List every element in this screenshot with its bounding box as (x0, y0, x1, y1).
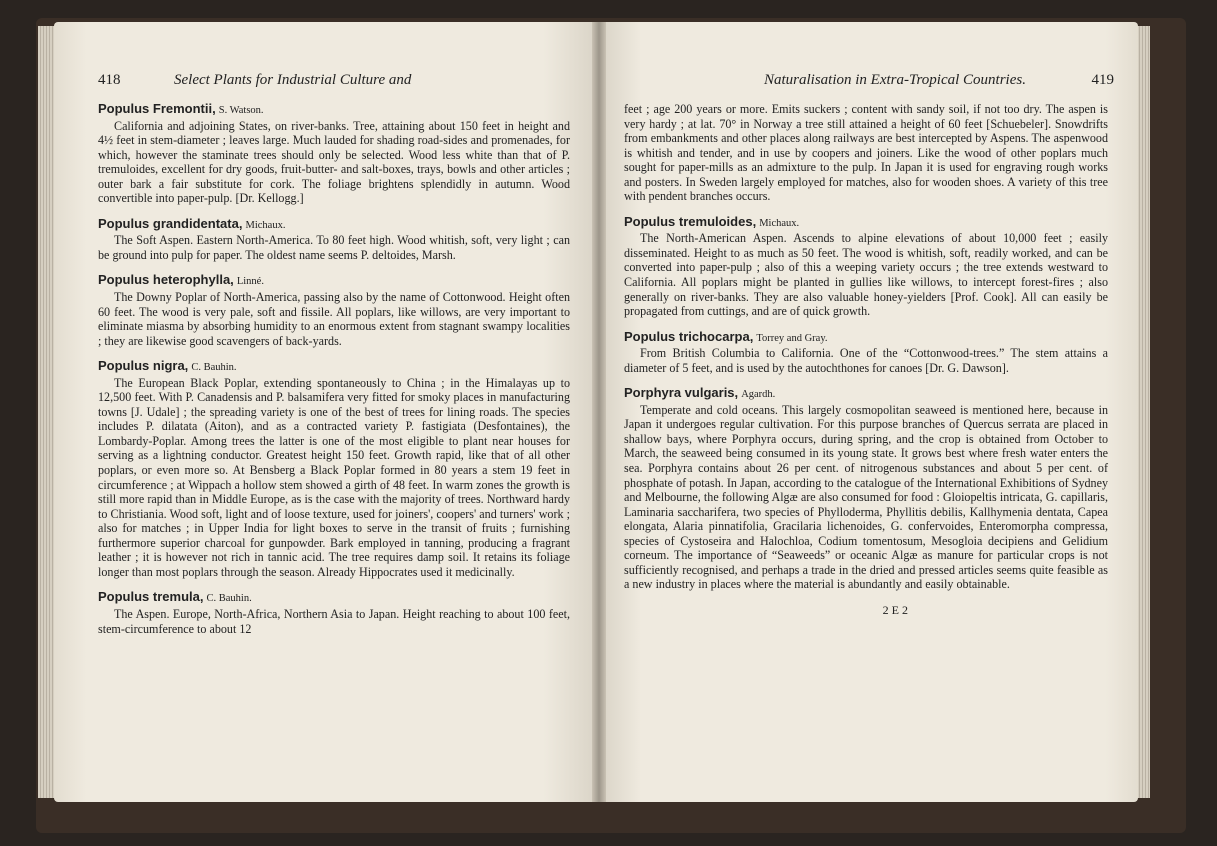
entry (624, 386, 1108, 592)
left-page-header (54, 72, 598, 102)
entry-text: feet ; age 200 years or more. Emits suckers ; content with sandy soil, if not too dry. The aspen is very hardy ; at lat. 70° in Norway a tree still attained a height of 60 feet [Schuebeler]. Snowdrifts from embankments and other places along railways are best intercepted by Aspens. The aspenwood is whitish and tender, and in use by coopers and joiners. Like the wood of other poplars much sought for paper-mills as an admixture to the pulp. In Japan it is used for engraving rough works and posters. In Sweden largely employed for matches, also for wooden shoes. A variety of this tree with pendent branches occurs. (624, 102, 1108, 204)
species-author: C. Bauhin. (191, 362, 237, 374)
signature-mark: 2 E 2 (882, 602, 908, 617)
species-name: Populus Fremontii, (98, 101, 216, 116)
species-name: Populus nigra, (98, 358, 189, 374)
species-author: Agardh. (741, 389, 776, 401)
book-gutter (592, 22, 606, 802)
entry-heading (98, 273, 570, 290)
entry-heading (98, 217, 570, 234)
entry-continuation (624, 102, 1108, 204)
species-name: Populus trichocarpa, (624, 328, 754, 344)
entry-heading (98, 590, 570, 607)
entry-text: The Aspen. Europe, North-Africa, Northern Asia to Japan. Height reaching to about 100 feet, stem-circumference to about 12 (98, 606, 570, 636)
entry (98, 217, 570, 263)
entry-text: The European Black Poplar, extending spontaneously to China ; in the Himalayas up to 12,500 feet. With P. Canadensis and P. balsamifera very fitted for smoky places in manufacturing towns [J. Udale] ; the spreading variety is one of the best of trees for lining roads. The species includes P. dilatata (Aiton), and as a contracted variety P. fastigiata (Desfontaines), the Lombardy-Poplar. Among trees the latter is one of the most eligible to plant near houses for serving as a lightning conductor. Greatest height 150 feet. Growth rapid, like that of all other poplars, or even more so. At Bensberg a Black Poplar formed in 80 years a stem 19 feet in circumference ; at Wippach a hollow stem showed a girth of 48 feet. In warm zones the growth is still more rapid than in Middle Europe, as is the case with the majority of trees. Northward hardy to Christiania. Wood soft, light and of loose texture, used for joiners', coopers' and turners' work ; also for matches ; in Upper India for light boxes to serve in the transit of fruits ; furnishing furthermore superior charcoal for gunpowder. Bark employed in tanning, producing a fragrant leather ; it is however not rich in tannic acid. The tree requires damp soil. It retains its foliage longer than most poplars through the season. Already Hippocrates used it medicinally. (98, 375, 570, 579)
species-author: Michaux. (245, 219, 286, 231)
entry (98, 102, 570, 206)
entry-text: Temperate and cold oceans. This largely cosmopolitan seaweed is mentioned here, because in Japan it undergoes regular cultivation. For this purpose branches of Quercus serrata are placed in shallow bays, where Porphyra occurs, during spring, and the crop is obtained from October to March, the seaweed being consumed in its young state. It grows best where fresh water enters the sea. Porphyra contains about 26 per cent. of nitrogenous substances and about 5 per cent. of phosphate of potash. In Japan, according to the catalogue of the International Exhibitions of Sydney and Melbourne, the following Algæ are also consumed for food : Gloiopeltis intricata, G. capillaris, Laminaria saccharifera, two species of Phylloderma, Phyllitis debilis, Kallhymenia dentata, Capea elongata, Alaria pinnatifolia, Gracilaria lichenoides, G. confervoides, Enteromorpha compressa, species of Cystoseira and Halochloa, Codium tomentosum, Mesogloia decipiens and Gelidium corneum. The importance of “Seaweeds” or oceanic Algæ as manure for particular crops is not sufficiently recognised, and perhaps a trade in the dried and pressed articles seems quite feasible as a new industry in places where the material is abundantly and easily obtainable. (624, 402, 1108, 592)
species-name: Populus tremula, (98, 589, 204, 605)
species-author: Michaux. (759, 217, 800, 229)
entry-heading (98, 102, 570, 119)
entry-text: California and adjoining States, on river-banks. Tree, attaining about 150 feet in height and 4½ feet in stem-diameter ; leaves large. Much lauded for shading road-sides and promenades, for which, however the staminate trees should only be selected. Wood less white than that of P. tremuloides, excellent for dry goods, fruit-butter- and salt-boxes, trays, bowls and other articles ; outer bark a fair substitute for cork. The foliage brightens splendidly in autumn. Wood convertible into paper-pulp. [Dr. Kellogg.] (98, 118, 570, 206)
species-author: S. Watson. (218, 105, 264, 116)
running-head: Select Plants for Industrial Culture and (174, 72, 412, 88)
species-name: Populus grandidentata, (98, 215, 243, 231)
entry (624, 330, 1108, 376)
left-page (54, 22, 598, 802)
species-name: Populus tremuloides, (624, 213, 757, 229)
page-number: 419 (1091, 72, 1114, 88)
left-page-body (54, 102, 598, 636)
entry-heading (624, 386, 1108, 403)
entry-heading (624, 330, 1108, 347)
entry (624, 215, 1108, 319)
species-author: Torrey and Gray. (756, 332, 828, 344)
species-author: C. Bauhin. (206, 593, 252, 605)
entry-text: From British Columbia to California. One of the “Cottonwood-trees.” The stem attains a diameter of 5 feet, and is used by the autochthones for canoes [Dr. G. Dawson]. (624, 346, 1108, 375)
species-name: Populus heterophylla, (98, 272, 234, 288)
entry-heading (624, 215, 1108, 232)
running-head: Naturalisation in Extra-Tropical Countries. (764, 72, 1026, 88)
entry (98, 273, 570, 348)
entry-text: The North-American Aspen. Ascends to alpine elevations of about 10,000 feet ; easily disseminated. Height to as much as 50 feet. The wood is whitish, soft, readily worked, and can be converted into paper-pulp ; also of this a weeping variety occurs ; the tree extends westward to California. All poplars might be planted in gullies like willows, to intercept forest-fires ; also generally on river-banks. They are also valuable honey-yielders [Prof. Cook]. All can easily be propagated from cuttings, and are of quick growth. (624, 231, 1108, 319)
page-number: 418 (98, 72, 121, 88)
species-name: Porphyra vulgaris, (624, 385, 739, 401)
entry-text: The Downy Poplar of North-America, passing also by the name of Cottonwood. Height often 60 feet. The wood is very pale, soft and fissile. All poplars, like willows, are very important to eliminate miasma by absorbing humidity to an enormous extent from stagnant swampy localities ; they are likewise good scavengers of back-yards. (98, 290, 570, 348)
page-edges-right (1136, 26, 1150, 798)
right-page (598, 22, 1138, 802)
entry-text: The Soft Aspen. Eastern North-America. To 80 feet high. Wood whitish, soft, very light ; can be ground into pulp for paper. The oldest name seems P. deltoides, Marsh. (98, 233, 570, 262)
right-page-body (598, 102, 1138, 618)
entry-heading (98, 359, 570, 376)
entry (98, 590, 570, 636)
entry (98, 359, 570, 579)
species-author: Linné. (236, 276, 264, 288)
right-page-header (598, 72, 1138, 102)
